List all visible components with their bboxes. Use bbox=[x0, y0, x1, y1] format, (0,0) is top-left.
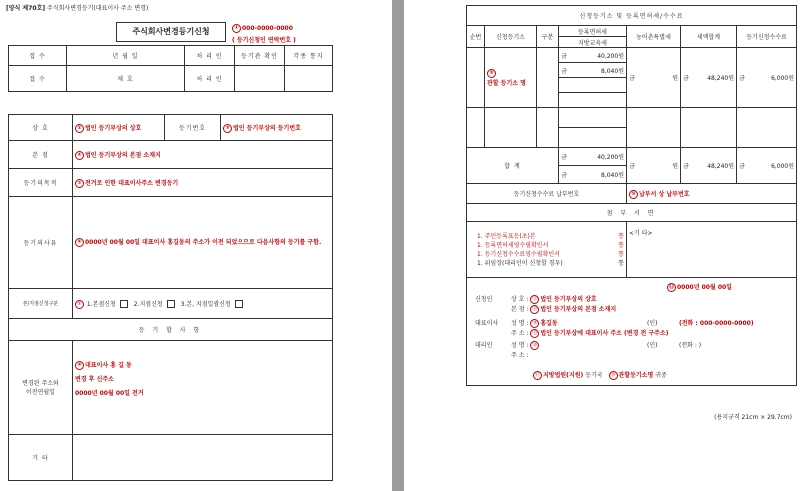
rep-address: 주 소 : ⑮ 법인 등기부상에 대표이사 주소 (변경 전 구주소) bbox=[511, 330, 669, 337]
reception-date: 년 월 일 bbox=[67, 46, 185, 66]
head-office-value bbox=[73, 141, 333, 169]
row1-blank-a bbox=[559, 78, 627, 93]
head-office-text: 법인 등기부상의 본점 소재지 bbox=[85, 151, 161, 159]
attach-item bbox=[477, 232, 624, 241]
office-name: 관할등기소명 bbox=[618, 372, 654, 379]
attach-unit-2: 통 bbox=[618, 241, 624, 249]
reg-no-text: 법인 등기부상의 등기번호 bbox=[233, 124, 301, 132]
head-office-checkbox[interactable] bbox=[120, 300, 128, 308]
address-value bbox=[73, 341, 333, 435]
applicant-label: 신청인 bbox=[475, 296, 493, 303]
attach-item bbox=[477, 241, 624, 250]
col-tax-total: 세액합계 bbox=[681, 26, 737, 48]
processor-label-2: 처 리 인 bbox=[185, 66, 235, 92]
marker-11: ⑪ bbox=[668, 284, 674, 290]
address-label-2: 이전연월일 bbox=[26, 388, 55, 396]
phone-note-text: 000-0000-0000 bbox=[242, 25, 293, 32]
sum-label: 합 계 bbox=[467, 148, 559, 184]
attach-item-4: 1. 위임장(대리인이 신청할 경우) bbox=[477, 259, 563, 267]
form-description: 주식회사변경등기(대표이사 주소 변경) bbox=[47, 5, 149, 12]
reception-label: 접 수 bbox=[9, 46, 67, 66]
marker-2: ② bbox=[75, 124, 84, 133]
purpose-value bbox=[73, 169, 333, 197]
marker-9: ⑨ bbox=[487, 69, 496, 78]
fee-table bbox=[466, 5, 797, 386]
phone-note bbox=[232, 24, 293, 33]
form-header bbox=[6, 3, 148, 12]
sum-reg-amount: 40,200원 bbox=[597, 154, 624, 161]
address-line-1: 대표이사 홍 길 동 bbox=[85, 362, 132, 369]
row1-reg-amount: 40,200원 bbox=[597, 52, 624, 60]
form-label: [양식 제70호] bbox=[6, 5, 46, 12]
sum-total-amount: 48,240원 bbox=[707, 163, 734, 170]
purpose-text: 전거로 인한 대표이사주소 변경등기 bbox=[85, 179, 179, 187]
trade-name-key: 상 호 bbox=[511, 296, 525, 303]
trade-name-text: 법인 등기부상의 상호 bbox=[85, 124, 142, 132]
reception-number: 제 호 bbox=[67, 66, 185, 92]
col-category: 구분 bbox=[537, 26, 559, 48]
form-title: 주식회사변경등기신청 bbox=[116, 22, 226, 42]
won-mark-6: 금 bbox=[561, 154, 567, 161]
won-mark-2: 금 bbox=[629, 75, 635, 82]
reception-label-2: 접 수 bbox=[9, 66, 67, 92]
agent-phone: (전화 : ) bbox=[679, 342, 702, 349]
rep-name-key: 성 명 bbox=[511, 320, 525, 327]
marker-18: ⑱ bbox=[610, 372, 616, 378]
won-mark-9: 금 bbox=[739, 163, 745, 170]
application-date bbox=[667, 282, 732, 292]
court-name: 지방법원(지원) bbox=[543, 372, 584, 379]
marker-5: ⑤ bbox=[75, 179, 84, 188]
court-line bbox=[533, 370, 667, 380]
sum-special-amount: 원 bbox=[672, 163, 678, 170]
row1-fee bbox=[737, 48, 797, 108]
branch-opt-both: 3.본, 지점일괄신청 bbox=[180, 300, 231, 308]
row1-special bbox=[627, 48, 681, 108]
other-value bbox=[73, 435, 333, 481]
rep-address-key: 주 소 bbox=[511, 330, 525, 337]
marker-17: ⑰ bbox=[534, 372, 540, 378]
attach-item bbox=[477, 259, 624, 268]
reason-label: 등기의사유 bbox=[9, 197, 73, 289]
rep-name-val: 홍길동 bbox=[540, 320, 558, 327]
marker-12: ⑫ bbox=[532, 296, 538, 302]
head-office-label: 본 점 bbox=[9, 141, 73, 169]
processor-label: 처 리 인 bbox=[185, 46, 235, 66]
trade-name-label: 상 호 bbox=[9, 115, 73, 141]
attach-list bbox=[467, 222, 627, 278]
marker-8: ⑧ bbox=[75, 361, 84, 370]
marker-7: ⑦ bbox=[75, 300, 84, 309]
head-office-val: 법인 등기부상의 본점 소재지 bbox=[540, 306, 617, 313]
col-local-tax: 지방교육세 bbox=[559, 37, 627, 48]
agent-label: 대리인 bbox=[475, 342, 493, 349]
other-label: 기 타 bbox=[9, 435, 73, 481]
col-serial: 순번 bbox=[467, 26, 485, 48]
won-mark-5: 금 bbox=[561, 67, 567, 75]
row1-office bbox=[485, 48, 537, 108]
row1-local-amount: 8,040원 bbox=[601, 67, 624, 75]
marker-15: ⑮ bbox=[532, 330, 538, 336]
marker-16: ⑯ bbox=[532, 342, 538, 348]
reception-table bbox=[8, 45, 333, 92]
attach-item-2: 1. 등록면허세영수필확인서 bbox=[477, 241, 549, 249]
attach-other: <기 타> bbox=[627, 222, 797, 278]
address-label bbox=[9, 341, 73, 435]
won-mark-8: 금 bbox=[683, 163, 689, 170]
purpose-label: 등기의목적 bbox=[9, 169, 73, 197]
marker-6: ⑥ bbox=[75, 238, 84, 247]
items-header: 등 기 할 사 항 bbox=[9, 319, 333, 341]
won-mark-10: 금 bbox=[561, 172, 567, 179]
won-mark-7: 금 bbox=[629, 163, 635, 170]
fee-header: 신청등기소 및 등록면허세/수수료 bbox=[467, 6, 797, 26]
trade-name-val: 법인 등기부상의 상호 bbox=[540, 296, 597, 303]
agent-seal: (인) bbox=[647, 342, 658, 349]
attach-unit-3: 통 bbox=[618, 250, 624, 258]
rep-phone: (전화 : 000-0000-0000) bbox=[679, 320, 754, 327]
payment-value-text: 납부서 상 납부번호 bbox=[639, 190, 690, 198]
sum-total bbox=[681, 148, 737, 184]
reg-no-label: 등기번호 bbox=[165, 115, 221, 141]
form-page-right bbox=[404, 0, 800, 491]
marker-3: ③ bbox=[223, 124, 232, 133]
payment-value bbox=[627, 184, 797, 204]
row1-local-tax bbox=[559, 63, 627, 78]
won-mark-3: 금 bbox=[683, 75, 689, 82]
sum-fee bbox=[737, 148, 797, 184]
col-reg-tax: 등록면허세 bbox=[559, 26, 627, 37]
sum-special bbox=[627, 148, 681, 184]
branch-opt-head: 1.본점신청 bbox=[86, 300, 116, 308]
paper-size-note: (용지규격 21cm × 29.7cm) bbox=[714, 414, 792, 421]
attach-item-3: 1. 등기신청수수료영수필확인서 bbox=[477, 250, 560, 258]
attach-item bbox=[477, 250, 624, 259]
rep-label: 대표이사 bbox=[475, 320, 499, 327]
reason-value bbox=[73, 197, 333, 289]
branch-office-checkbox[interactable] bbox=[167, 300, 175, 308]
address-line-2: 변경 후 신주소 bbox=[75, 376, 114, 383]
col-special-tax: 농어촌특별세 bbox=[627, 26, 681, 48]
row1-office-text: 관할 등기소 명 bbox=[487, 79, 526, 87]
trade-name-value bbox=[73, 115, 165, 141]
attach-header: 첨 부 서 면 bbox=[467, 204, 797, 222]
date-line-text: 0000년 00월 00일 bbox=[677, 284, 732, 291]
sum-local-amount: 8,040원 bbox=[601, 172, 624, 179]
sum-local-tax bbox=[559, 166, 627, 184]
notifications: 각종 통지 bbox=[285, 46, 333, 66]
row1-category bbox=[537, 48, 559, 108]
sum-reg-tax bbox=[559, 148, 627, 166]
attach-unit-4: 통 bbox=[618, 259, 624, 267]
agent-address: 주 소 : bbox=[511, 352, 529, 359]
sum-fee-amount: 6,000원 bbox=[771, 163, 795, 170]
agent-address-key: 주 소 bbox=[511, 352, 525, 359]
applicant-trade-name: 상 호 : ⑫ 법인 등기부상의 상호 bbox=[511, 296, 597, 303]
row1-fee-amount: 6,000원 bbox=[771, 75, 795, 82]
row1-serial bbox=[467, 48, 485, 108]
branch-options bbox=[73, 289, 333, 319]
marker-1: ① bbox=[232, 24, 241, 33]
head-office-key: 본 점 bbox=[511, 306, 525, 313]
marker-4: ④ bbox=[75, 151, 84, 160]
col-office: 신청등기소 bbox=[485, 26, 537, 48]
payment-label: 등기신청수수료 납부번호 bbox=[467, 184, 627, 204]
rep-seal: (인) bbox=[647, 320, 658, 327]
won-mark-4: 금 bbox=[739, 75, 745, 82]
both-offices-checkbox[interactable] bbox=[235, 300, 243, 308]
agent-name: 성 명 : ⑯ bbox=[511, 342, 538, 349]
marker-14: ⑭ bbox=[532, 320, 538, 326]
rep-address-val: 법인 등기부상에 대표이사 주소 (변경 전 구주소) bbox=[540, 330, 669, 337]
registrar-check: 등기관 확인 bbox=[235, 46, 285, 66]
attach-unit-1: 통 bbox=[618, 232, 624, 240]
col-fee: 등기신청수수료 bbox=[737, 26, 797, 48]
reg-no-value bbox=[221, 115, 333, 141]
row1-total bbox=[681, 48, 737, 108]
row1-total-amount: 48,240원 bbox=[707, 75, 734, 82]
agent-name-key: 성 명 bbox=[511, 342, 525, 349]
applicant-head-office: 본 점 : ⑬ 법인 등기부상의 본점 소재지 bbox=[511, 306, 617, 313]
phone-subnote: ( 등기신청인 연락번호 ) bbox=[232, 37, 296, 44]
address-line-3: 0000년 00월 00일 전거 bbox=[75, 390, 144, 397]
office-suffix: 귀중 bbox=[655, 372, 667, 379]
court-suffix: 등기국 bbox=[585, 372, 603, 379]
address-label-1: 변경된 주소와 bbox=[22, 379, 59, 387]
attach-item-1: 1. 주민등록표등(초)본 bbox=[477, 232, 536, 240]
rep-name: 성 명 : ⑭ 홍길동 bbox=[511, 320, 558, 327]
signature-block bbox=[467, 278, 797, 386]
row1-special-amount: 원 bbox=[672, 75, 678, 82]
row1-reg-tax bbox=[559, 48, 627, 63]
won-mark-1: 금 bbox=[561, 52, 567, 60]
branch-opt-branch: 2.지점신청 bbox=[133, 300, 163, 308]
reason-text: 0000년 00월 00일 대표이사 홍길동의 주소가 이전 되었으므로 다음사항의 등기를 구함. bbox=[85, 238, 322, 246]
marker-10: ⑩ bbox=[629, 190, 638, 199]
branch-label: 본/지점신청구분 bbox=[9, 289, 73, 319]
form-page-left bbox=[0, 0, 392, 491]
marker-13: ⑬ bbox=[532, 306, 538, 312]
row1-blank-b bbox=[559, 93, 627, 108]
application-table bbox=[8, 114, 333, 481]
